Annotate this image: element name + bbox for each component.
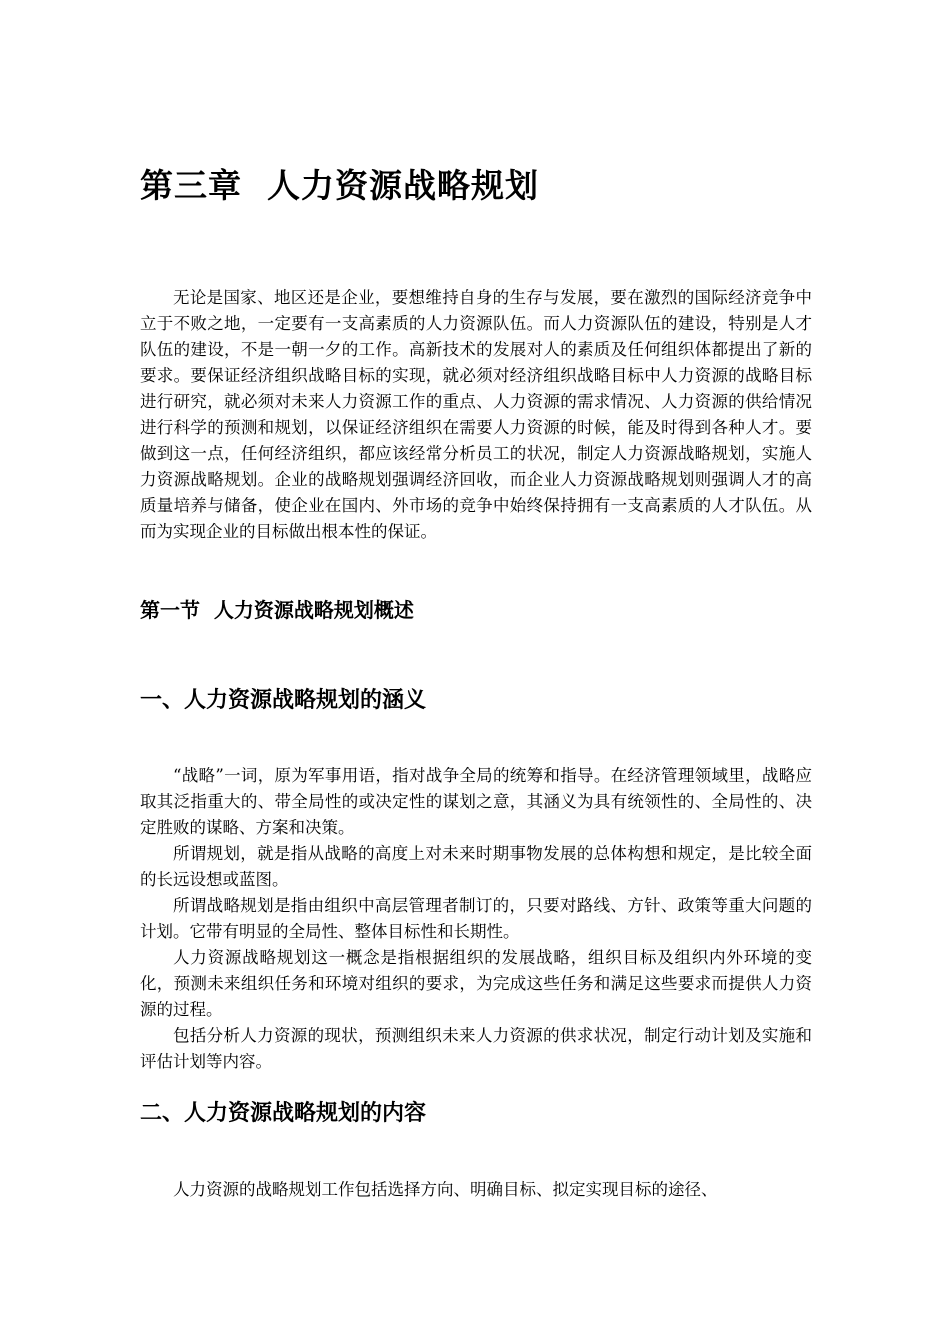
subsection-title-2: 二、人力资源战略规划的内容: [140, 1101, 427, 1126]
intro-paragraph: 无论是国家、地区还是企业，要想维持自身的生存与发展，要在激烈的国际经济竞争中立于不败之地，一定要有一支高素质的人力资源队伍。而人力资源队伍的建设，特别是人才队伍的建设，不是一朝一夕的工作。高新技术的发展对人的素质及任何组织体都提出了新的要求。要保证经济组织战略目标的实现，就必须对经济组织战略目标中人力资源的战略目标进行研究，就必须对未来人力资源工作的重点、人力资源的需求情况、人力资源的供给情况进行科学的预测和规划，以保证经济组织在需要人力资源的时候，能及时得到各种人才。要做到这一点，任何经济组织，都应该经常分析员工的状况，制定人力资源战略规划，实施人力资源战略规划。企业的战略规划强调经济回收，而企业人力资源战略规划则强调人才的高质量培养与储备，使企业在国内、外市场的竞争中始终保持拥有一支高素质的人才队伍。从而为实现企业的目标做出根本性的保证。: [140, 288, 812, 541]
chapter-title: 第三章 人力资源战略规划: [140, 166, 539, 205]
section-title: 第一节 人力资源战略规划概述: [140, 598, 414, 622]
paragraph-planning-definition: 所谓规划，就是指从战略的高度上对未来时期事物发展的总体构想和规定，是比较全面的长远设想或蓝图。: [140, 844, 812, 889]
paragraph-hr-strategic-planning-concept: 人力资源战略规划这一概念是指根据组织的发展战略，组织目标及组织内外环境的变化，预测未来组织任务和环境对组织的要求，为完成这些任务和满足这些要求而提供人力资源的过程。: [140, 948, 812, 1019]
paragraph-strategic-planning-definition: 所谓战略规划是指由组织中高层管理者制订的，只要对路线、方针、政策等重大问题的计划。它带有明显的全局性、整体目标性和长期性。: [140, 896, 812, 941]
paragraph-hr-planning-scope: 包括分析人力资源的现状，预测组织未来人力资源的供求状况，制定行动计划及实施和评估计划等内容。: [140, 1026, 812, 1071]
subsection-title-1: 一、人力资源战略规划的涵义: [140, 688, 427, 713]
paragraph-strategy-definition: “战略”一词，原为军事用语，指对战争全局的统筹和指导。在经济管理领域里，战略应取其泛指重大的、带全局性的或决定性的谋划之意，其涵义为具有统领性的、全局性的、决定胜败的谋略、方案和决策。: [140, 766, 812, 837]
paragraph-hr-planning-work: 人力资源的战略规划工作包括选择方向、明确目标、拟定实现目标的途径、: [173, 1180, 718, 1199]
